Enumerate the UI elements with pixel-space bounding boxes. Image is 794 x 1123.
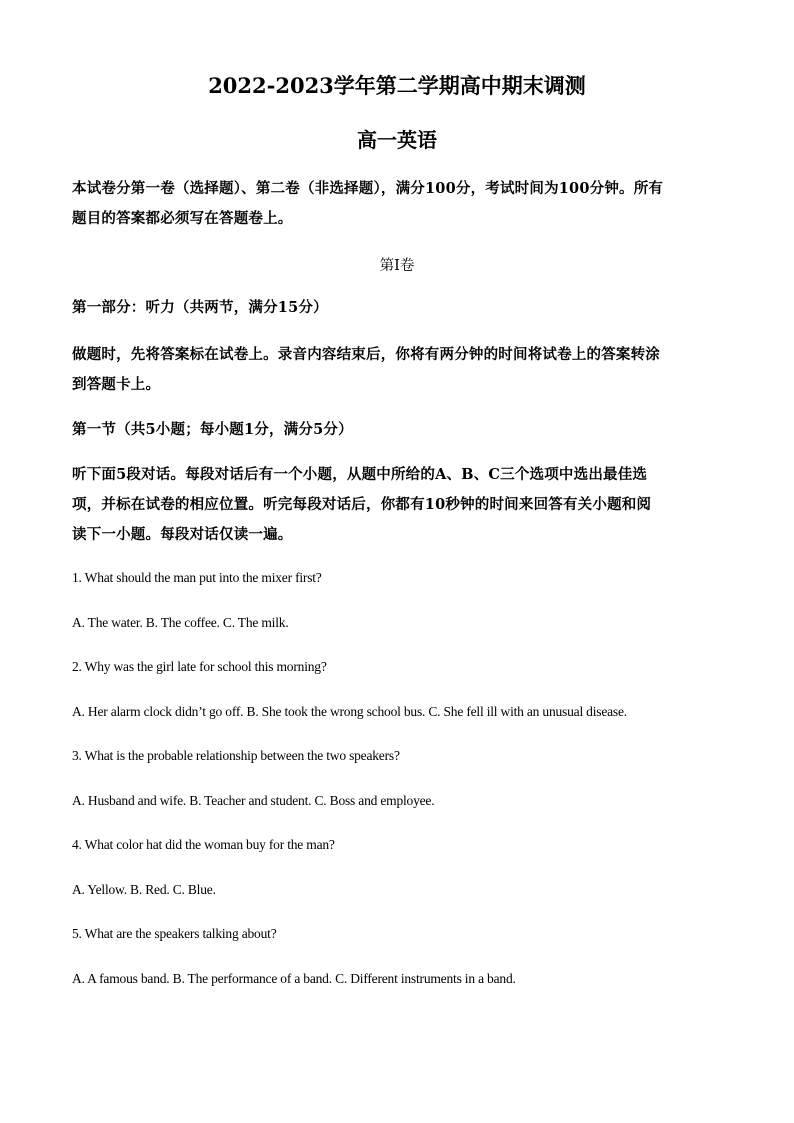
exam-title: 2022-2023学年第二学期高中期末调测: [208, 73, 586, 98]
question-5: 5. What are the speakers talking about?: [72, 926, 277, 941]
section1-heading: 第一节（共5小题；每小题1分，满分5分）: [72, 421, 353, 438]
intro-line-2: 题目的答案都必须写在答题卷上。: [72, 210, 293, 227]
question-4: 4. What color hat did the woman buy for the man?: [72, 837, 335, 852]
part1-instruction-line-1: 做题时，先将答案标在试卷上。录音内容结束后，你将有两分钟的时间将试卷上的答案转涂: [72, 346, 660, 363]
part1-instruction-line-2: 到答题卡上。: [72, 376, 161, 393]
question-2: 2. Why was the girl late for school this morning?: [72, 659, 327, 674]
part1-heading: 第一部分：听力（共两节，满分15分）: [72, 299, 328, 316]
volume-label: 第Ⅰ卷: [379, 258, 415, 274]
question-2-options: A. Her alarm clock didn’t go off. B. She took the wrong school bus. C. She fell ill with an unusual disease.: [72, 704, 627, 719]
question-3: 3. What is the probable relationship between the two speakers?: [72, 748, 400, 763]
question-1-options: A. The water. B. The coffee. C. The milk.: [72, 615, 289, 630]
section1-instruction-line-2: 项，并标在试卷的相应位置。听完每段对话后，你都有10秒钟的时间来回答有关小题和阅: [72, 496, 652, 513]
question-3-options: A. Husband and wife. B. Teacher and student. C. Boss and employee.: [72, 793, 435, 808]
intro-line-1: 本试卷分第一卷（选择题）、第二卷（非选择题），满分100分，考试时间为100分钟。所有: [72, 180, 664, 197]
section1-instruction-line-3: 读下一小题。每段对话仅读一遍。: [72, 526, 293, 543]
section1-instruction-line-1: 听下面5段对话。每段对话后有一个小题，从题中所给的A、B、C三个选项中选出最佳选: [72, 466, 648, 483]
question-4-options: A. Yellow. B. Red. C. Blue.: [72, 882, 216, 897]
question-5-options: A. A famous band. B. The performance of a band. C. Different instruments in a band.: [72, 971, 516, 986]
exam-subject: 高一英语: [357, 128, 437, 152]
question-1: 1. What should the man put into the mixer first?: [72, 570, 322, 585]
